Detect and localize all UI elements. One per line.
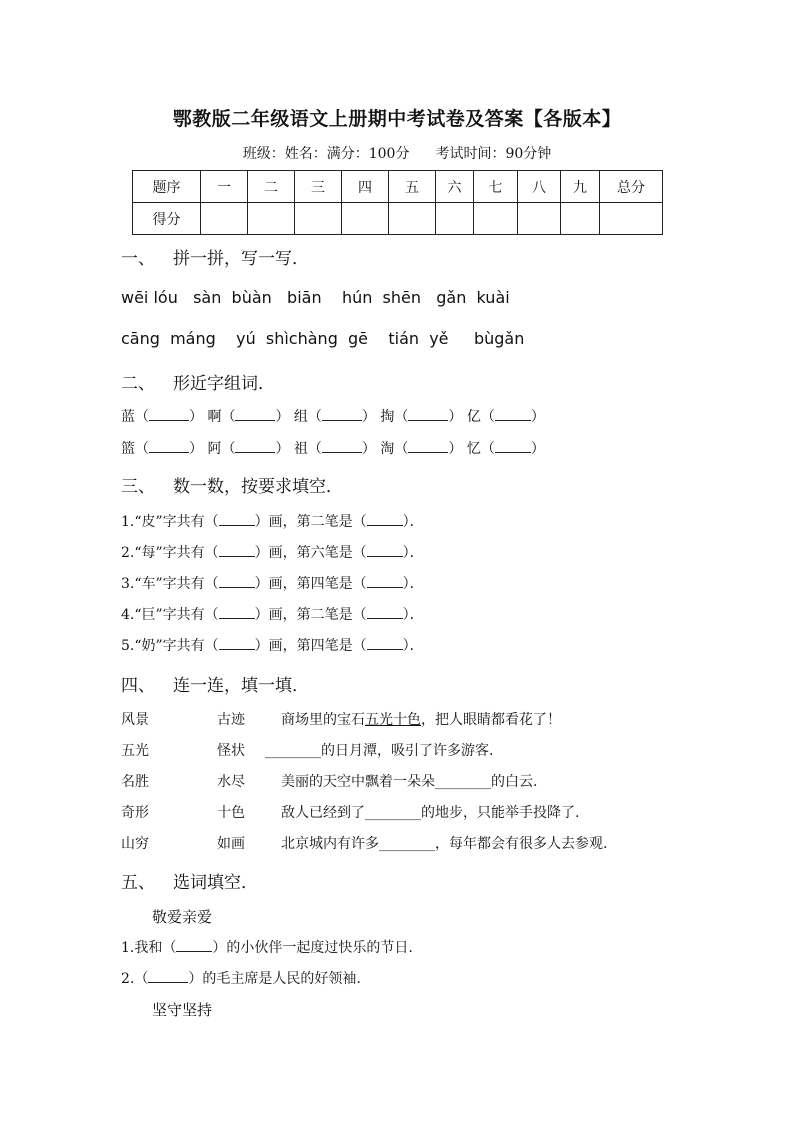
sentence-text: ________ — [265, 743, 321, 759]
char-label: 蓝 — [121, 409, 135, 425]
match-sentence — [281, 709, 561, 729]
stroke-question — [121, 635, 424, 655]
underlined-word: 五光十色 — [365, 712, 421, 728]
table-header-cell: 七 — [474, 171, 518, 203]
table-header-cell: 六 — [436, 171, 474, 203]
question-text: ）． — [402, 514, 424, 530]
match-sentence — [265, 740, 493, 760]
table-header-cell: 题序 — [133, 171, 201, 203]
sentence-text: ，把人眼睛都看花了！ — [421, 712, 561, 728]
similar-chars-row-1: 蓝（ ） 啊（ ） 组（ ） 掏（ ） 亿（ ） — [121, 406, 545, 426]
match-right-word[interactable]: 水尽 — [217, 774, 245, 790]
exam-title: 鄂教版二年级语文上册期中考试卷及答案【各版本】 — [172, 108, 622, 130]
sentence-text: 的日月潭，吸引了许多游客. — [321, 743, 494, 759]
table-header-cell: 四 — [342, 171, 389, 203]
answer-blank[interactable] — [235, 406, 275, 421]
match-right-word[interactable]: 古迹 — [217, 712, 245, 728]
score-cell[interactable] — [561, 203, 600, 235]
char-label: 祖 — [293, 441, 308, 457]
class-name-score: 班级：姓名：满分：100分 — [242, 146, 410, 162]
pinyin-line-1: wēi lóu sàn bùàn biān hún shēn gǎn kuài — [121, 288, 510, 307]
table-header-cell: 五 — [389, 171, 436, 203]
answer-blank[interactable] — [408, 406, 448, 421]
question-text: ）． — [402, 607, 424, 623]
answer-blank[interactable] — [367, 604, 403, 619]
question-text: 5.“奶”字共有（ — [121, 638, 219, 654]
stroke-question — [121, 511, 424, 531]
question-text: ）的小伙伴一起度过快乐的节日. — [212, 940, 413, 956]
question-text: 1.我和（ — [121, 940, 177, 956]
section-number: 三、 — [121, 477, 155, 497]
section-4-heading — [121, 671, 309, 696]
question-text: ）画，第二笔是（ — [254, 514, 367, 530]
question-text: 2.“每”字共有（ — [121, 545, 219, 561]
question-text: ）画，第四笔是（ — [254, 638, 367, 654]
answer-blank[interactable] — [219, 635, 255, 650]
score-cell[interactable] — [474, 203, 518, 235]
char-label: 淘 — [380, 441, 395, 457]
answer-blank[interactable] — [219, 604, 255, 619]
score-table — [132, 170, 663, 235]
match-right-word[interactable]: 如画 — [217, 836, 245, 852]
answer-blank[interactable] — [367, 635, 403, 650]
answer-blank[interactable] — [367, 542, 403, 557]
question-text: ）画，第二笔是（ — [254, 607, 367, 623]
score-cell[interactable] — [201, 203, 248, 235]
question-text: ）画，第六笔是（ — [254, 545, 367, 561]
stroke-question — [121, 604, 424, 624]
match-left-word[interactable]: 山穷 — [121, 836, 149, 852]
answer-blank[interactable] — [149, 438, 189, 453]
answer-blank[interactable] — [235, 438, 275, 453]
section-title: 数一数，按要求填空． — [173, 477, 343, 497]
match-sentence: 敌人已经到了________的地步，只能举手投降了. — [281, 805, 580, 821]
score-cell[interactable] — [436, 203, 474, 235]
section-5-heading — [121, 868, 258, 893]
score-table-header-row — [133, 171, 663, 203]
section-number: 二、 — [121, 374, 155, 394]
section-number: 四、 — [121, 676, 155, 696]
question-text: 4.“巨”字共有（ — [121, 607, 219, 623]
match-sentence: 北京城内有许多________，每年都会有很多人去参观. — [281, 836, 608, 852]
answer-blank[interactable] — [219, 511, 255, 526]
char-label: 阿 — [207, 441, 222, 457]
score-row-label: 得分 — [133, 203, 201, 235]
answer-blank[interactable] — [322, 406, 362, 421]
section-title: 拼一拼，写一写． — [173, 249, 309, 269]
char-label: 组 — [293, 409, 308, 425]
match-left-word[interactable]: 奇形 — [121, 805, 149, 821]
exam-time: 考试时间：90分钟 — [435, 146, 552, 162]
char-label: 忆 — [466, 441, 481, 457]
exam-info — [0, 143, 794, 163]
match-right-word[interactable]: 怪状 — [217, 743, 245, 759]
section-title: 选词填空． — [173, 873, 258, 893]
score-cell[interactable] — [248, 203, 295, 235]
question-text: ）画，第四笔是（ — [254, 576, 367, 592]
similar-chars-row-2: 篮（ ） 阿（ ） 祖（ ） 淘（ ） 忆（ ） — [121, 438, 545, 458]
answer-blank[interactable] — [367, 573, 403, 588]
table-header-cell: 九 — [561, 171, 600, 203]
table-header-cell: 总分 — [600, 171, 663, 203]
table-header-cell: 三 — [295, 171, 342, 203]
section-1-heading — [121, 244, 309, 269]
table-header-cell: 八 — [518, 171, 561, 203]
score-cell[interactable] — [518, 203, 561, 235]
match-sentence: 美丽的天空中飘着一朵朵________的白云. — [281, 774, 538, 790]
score-cell[interactable] — [389, 203, 436, 235]
section-3-heading — [121, 472, 343, 497]
section-title: 形近字组词． — [173, 374, 275, 394]
answer-blank[interactable] — [176, 937, 212, 952]
char-label: 啊 — [207, 409, 222, 425]
match-left-word[interactable]: 五光 — [121, 743, 149, 759]
answer-blank[interactable] — [322, 438, 362, 453]
char-label: 掏 — [380, 409, 395, 425]
sentence-text: 商场里的宝石 — [281, 712, 365, 728]
answer-blank[interactable] — [149, 406, 189, 421]
question-text: ）． — [402, 638, 424, 654]
answer-blank[interactable] — [495, 438, 531, 453]
fill-question — [121, 937, 413, 957]
answer-blank[interactable] — [495, 406, 531, 421]
answer-blank[interactable] — [219, 542, 255, 557]
match-left-word[interactable]: 风景 — [121, 712, 149, 728]
question-text: 1.“皮”字共有（ — [121, 514, 219, 530]
answer-blank[interactable] — [148, 968, 188, 983]
fill-question — [121, 968, 361, 988]
question-text: ）的毛主席是人民的好领袖. — [188, 971, 361, 987]
question-text: 3.“车”字共有（ — [121, 576, 219, 592]
match-left-word[interactable]: 名胜 — [121, 774, 149, 790]
section-number: 一、 — [121, 249, 155, 269]
table-header-cell: 二 — [248, 171, 295, 203]
answer-blank[interactable] — [219, 573, 255, 588]
word-choices-1: 敬爱亲爱 — [152, 908, 213, 926]
answer-blank[interactable] — [367, 511, 403, 526]
score-cell[interactable] — [342, 203, 389, 235]
stroke-question — [121, 573, 424, 593]
question-text: ）． — [402, 576, 424, 592]
char-label: 亿 — [466, 409, 481, 425]
score-cell[interactable] — [295, 203, 342, 235]
pinyin-line-2: cāng máng yú shìchàng gē tián yě bùgǎn — [121, 329, 525, 348]
section-title: 连一连，填一填． — [173, 676, 309, 696]
score-cell[interactable] — [600, 203, 663, 235]
section-number: 五、 — [121, 873, 155, 893]
question-text: 2.（ — [121, 971, 149, 987]
question-text: ）． — [402, 545, 424, 561]
char-label: 篮 — [121, 441, 135, 457]
word-choices-2: 坚守坚持 — [152, 1001, 213, 1019]
score-table-score-row — [133, 203, 663, 235]
section-2-heading — [121, 369, 275, 394]
table-header-cell: 一 — [201, 171, 248, 203]
match-right-word[interactable]: 十色 — [217, 805, 245, 821]
answer-blank[interactable] — [408, 438, 448, 453]
stroke-question — [121, 542, 424, 562]
